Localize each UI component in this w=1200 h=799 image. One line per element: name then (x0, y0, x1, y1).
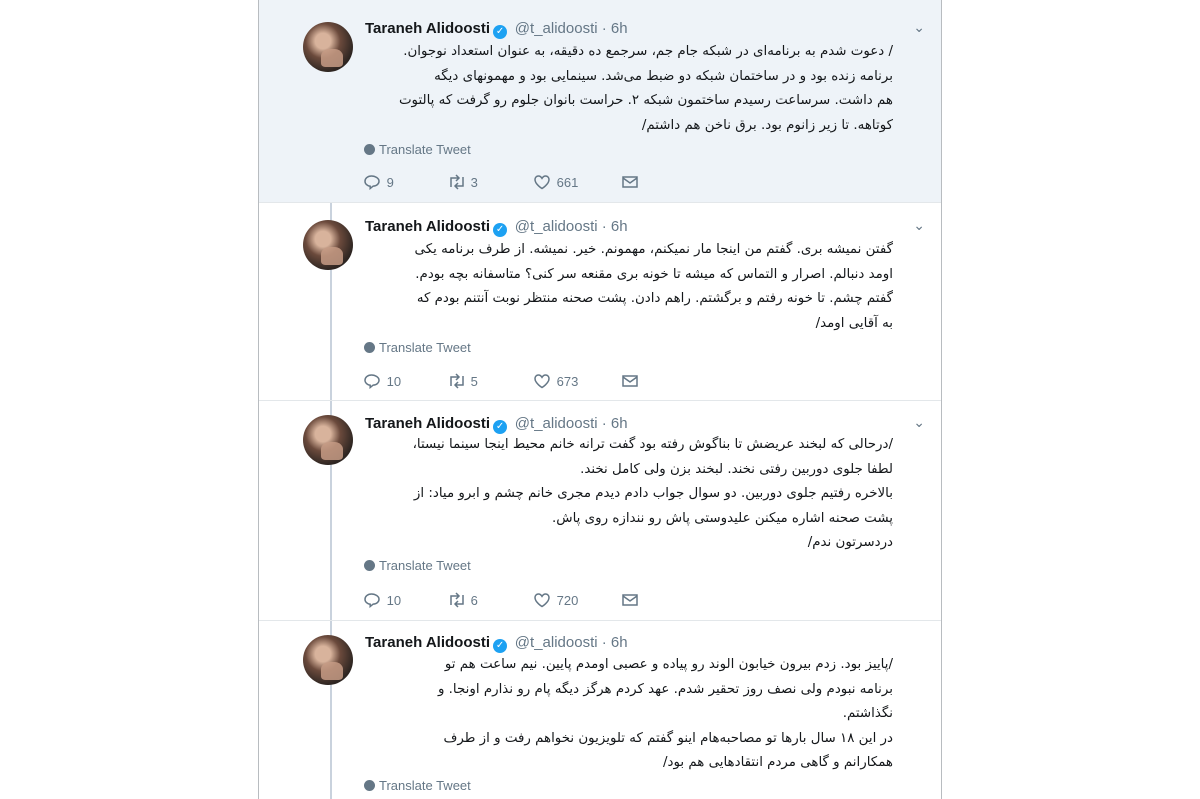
direct-message-button[interactable] (621, 174, 641, 192)
reply-icon (363, 373, 383, 391)
tweet-text-line: لطفا جلوی دوربین رفتی نخند. لبخند بزن ولی کامل نخند. (580, 461, 893, 477)
twitter-thread-panel (258, 0, 942, 799)
tweet-2[interactable] (259, 202, 941, 401)
tweet-text (363, 40, 893, 138)
tweet-text (363, 653, 893, 776)
reply-count: 10 (386, 374, 402, 389)
tweet-text-line: نگذاشتم. (842, 706, 893, 721)
retweet-icon (447, 174, 467, 192)
retweet-button[interactable] (447, 373, 478, 391)
verified-badge-icon: ✓ (493, 25, 507, 39)
envelope-icon (621, 592, 641, 610)
translate-tweet-link[interactable] (364, 142, 471, 157)
tweet-text-line: گفتم چشم. تا خونه رفتم و برگشتم. راهم دادن. پشت صحنه منتظر نوبت آنتنم بودم که (416, 291, 893, 306)
avatar[interactable] (303, 22, 353, 72)
tweet-text-line: در این ۱۸ سال بارها تو مصاحبه‌هام اینو گفتم که تلویزیون نخواهم رفت و از طرف (443, 730, 893, 746)
tweet-text-line: گفتن نمیشه بری. گفتم من اینجا مار نمیکنم، مهمونم. خیر. نمیشه. از طرف برنامه یکی (414, 242, 893, 257)
tweet-header (365, 217, 628, 237)
translate-label: Translate Tweet (379, 558, 471, 573)
reply-button[interactable] (363, 592, 401, 610)
tweet-text-line: دردسرتون ندم/ (807, 535, 893, 550)
retweet-icon (447, 373, 467, 391)
chevron-down-icon[interactable]: ⌄ (913, 218, 925, 234)
avatar[interactable] (303, 635, 353, 685)
tweet-text-line: /پاییز بود. زدم بیرون خیابون الوند رو پیاده و عصبی اومدم پایین. نیم ساعت هم تو (444, 657, 893, 672)
retweet-icon (447, 592, 467, 610)
author-handle-time[interactable]: @t_alidoosti · 6h (514, 415, 628, 432)
author-name[interactable]: Taraneh Alidoosti (365, 415, 491, 432)
retweet-button[interactable] (447, 592, 478, 610)
reply-count: 10 (386, 593, 402, 608)
avatar[interactable] (303, 415, 353, 465)
like-button[interactable] (533, 373, 578, 391)
translate-label: Translate Tweet (379, 778, 471, 793)
tweet-text-line: بالاخره رفتیم جلوی دوربین. دو سوال جواب دادم دیدم مجری خانم چشم و ابرو میاد: از (413, 486, 893, 501)
envelope-icon (621, 373, 641, 391)
reply-icon (363, 592, 383, 610)
author-handle-time[interactable]: @t_alidoosti · 6h (514, 20, 628, 37)
like-count: 661 (556, 175, 579, 190)
verified-badge-icon: ✓ (493, 223, 507, 237)
heart-icon (533, 592, 553, 610)
reply-icon (363, 174, 383, 192)
reply-button[interactable] (363, 373, 401, 391)
tweet-text-line: اومد دنبالم. اصرار و التماس که میشه تا خونه بری مقنعه سر کنی؟ متاسفانه بچه بودم. (415, 266, 893, 282)
reply-button[interactable] (363, 174, 394, 192)
retweet-count: 5 (470, 374, 478, 389)
direct-message-button[interactable] (621, 592, 641, 610)
tweet-text-line: برنامه نبودم ولی نصف روز تحقیر شدم. عهد کردم هرگز دیگه پام رو نذارم اونجا. و (437, 681, 893, 697)
author-name[interactable]: Taraneh Alidoosti (365, 218, 491, 235)
author-handle-time[interactable]: @t_alidoosti · 6h (514, 218, 628, 235)
heart-icon (533, 174, 553, 192)
like-button[interactable] (533, 174, 578, 192)
retweet-count: 3 (470, 175, 478, 190)
tweet-text (363, 433, 893, 556)
tweet-1[interactable] (259, 0, 941, 203)
globe-icon (364, 144, 375, 155)
like-count: 720 (556, 593, 579, 608)
like-button[interactable] (533, 592, 578, 610)
chevron-down-icon[interactable]: ⌄ (913, 415, 925, 431)
translate-tweet-link[interactable] (364, 558, 471, 573)
chevron-down-icon[interactable]: ⌄ (913, 20, 925, 36)
author-name[interactable]: Taraneh Alidoosti (365, 20, 491, 37)
heart-icon (533, 373, 553, 391)
tweet-text-line: /درحالی که لبخند عریضش تا بناگوش رفته بود گفت ترانه خانم محیط اینجا سینما نیستا، (412, 437, 893, 452)
globe-icon (364, 780, 375, 791)
tweet-header (365, 414, 628, 434)
tweet-text-line: هم داشت. سرساعت رسیدم ساختمون شبکه ۲. حراست بانوان جلوم رو گرفت که پالتوت (398, 93, 893, 108)
tweet-header (365, 633, 628, 653)
tweet-4[interactable] (259, 620, 941, 799)
tweet-3[interactable] (259, 400, 941, 621)
like-count: 673 (556, 374, 579, 389)
translate-tweet-link[interactable] (364, 778, 471, 793)
envelope-icon (621, 174, 641, 192)
tweet-text-line: کوتاهه. تا زیر زانوم بود. برق ناخن هم داشتم/ (641, 117, 893, 133)
tweet-text-line: / دعوت شدم به برنامه‌ای در شبکه جام جم، سرجمع ده دقیقه، به عنوان استعداد نوجوان. (403, 44, 893, 59)
retweet-button[interactable] (447, 174, 478, 192)
tweet-text-line: برنامه زنده بود و در ساختمان شبکه دو ضبط می‌شد. سینمایی بود و مهمونهای دیگه (434, 68, 893, 84)
direct-message-button[interactable] (621, 373, 641, 391)
tweet-text-line: پشت صحنه اشاره میکنن علیدوستی پاش رو نندازه روی پاش. (552, 510, 893, 526)
verified-badge-icon: ✓ (493, 639, 507, 653)
tweet-text-line: همکارانم و گاهی مردم انتقادهایی هم بود/ (662, 755, 893, 770)
translate-label: Translate Tweet (379, 142, 471, 157)
author-name[interactable]: Taraneh Alidoosti (365, 634, 491, 651)
globe-icon (364, 342, 375, 353)
tweet-text (363, 238, 893, 336)
translate-label: Translate Tweet (379, 340, 471, 355)
retweet-count: 6 (470, 593, 478, 608)
author-handle-time[interactable]: @t_alidoosti · 6h (514, 634, 628, 651)
avatar[interactable] (303, 220, 353, 270)
translate-tweet-link[interactable] (364, 340, 471, 355)
reply-count: 9 (386, 175, 394, 190)
tweet-header (365, 19, 628, 39)
verified-badge-icon: ✓ (493, 420, 507, 434)
globe-icon (364, 560, 375, 571)
tweet-text-line: به آقایی اومد/ (815, 315, 893, 331)
